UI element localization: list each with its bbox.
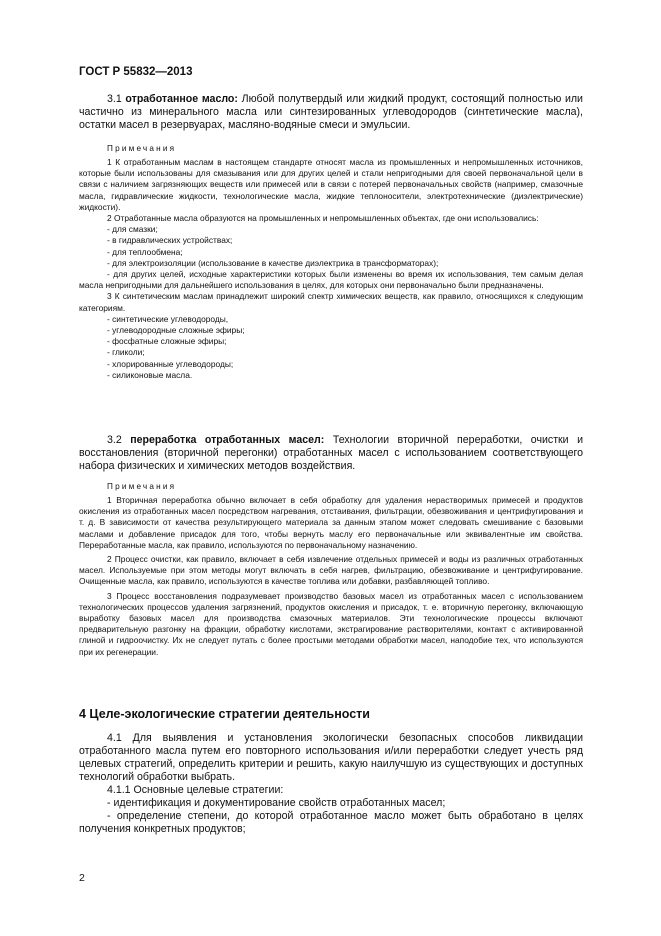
- list-item: - углеводородные сложные эфиры;: [107, 325, 245, 336]
- list-item: - определение степени, до которой отработанное масло может быть обработано в целях получения конкретных продуктов;: [79, 810, 583, 835]
- list-item: - силиконовые масла.: [107, 369, 193, 380]
- list-item: - синтетические углеводороды,: [107, 313, 229, 324]
- term: переработка отработанных масел:: [130, 434, 325, 446]
- term: отработанное масло:: [125, 93, 238, 105]
- list-item: - идентификация и документирование свойств отработанных масел;: [107, 797, 446, 809]
- note-1: 1 К отработанным маслам в настоящем стандарте относят масла из промышленных и непромышленных источников, которые были использованы для смазывания или для других целей и стали непригодными для своей первоначальной цели в связи с наличием загрязняющих веществ или примесей или в связи с потерей первоначальных свойств (например, смазочные масла, гидравлические жидкости, технологические масла, жидкие теплоносители, электротехнические (диэлектрические) жидкости).: [79, 157, 583, 212]
- definition-3-1: [79, 93, 583, 132]
- list-item: - для теплообмена;: [107, 246, 183, 257]
- document-header: ГОСТ Р 55832—2013: [79, 66, 193, 78]
- term-definition: Технологии вторичной переработки, очистки и восстановления (вторичной перегонки) отработанных масел с использованием соответствующего набора физических и химических методов воздействия.: [79, 434, 584, 472]
- definition-3-2: [79, 434, 583, 473]
- clause-number: 3.2: [107, 434, 122, 446]
- clause-number: 3.1: [107, 93, 122, 105]
- note-3: 3 Процесс восстановления подразумевает производство базовых масел из отработанных масел с использованием технологических процессов удаления загрязнений, продуктов окисления и присадок, т. е. вторичную перегонку, включающую выработку базовых масел для производства смазочных материалов. Эти технологические процессы включают предварительную разгонку на фракции, обработку кислотами, экстрагирование растворителями, контакт с активированной глиной и гидроочистку. Их не следует путать с более простыми методами обработки масел, наподобие тех, что используются при их регенерации.: [79, 590, 583, 657]
- notes-3-2: [79, 481, 583, 658]
- page-number: 2: [79, 872, 85, 884]
- notes-3-1: [79, 143, 583, 381]
- list-item: - для электроизоляции (использование в качестве диэлектрика в трансформаторах);: [107, 257, 439, 268]
- note-1: 1 Вторичная переработка обычно включает в себя обработку для удаления нерастворимых примесей и продуктов окисления из отработанных масел посредством нагревания, отстаивания, фильтрации, обезвоживания и центрифугирования и т. д. В зависимости от качества результирующего материала за данным этапом может следовать смешивание с базовыми маслами и добавление присадок для того, чтобы вернуть маслу его первоначальные или эквивалентные им свойства. Переработанные масла, как правило, используются по первоначальному назначению.: [79, 495, 583, 550]
- note-2: 2 Процесс очистки, как правило, включает в себя извлечение отдельных примесей и воды из различных отработанных масел. Используемые при этом методы могут включать в себя нагрев, фильтрацию, обезвоживание и центрифугирование. Очищенные масла, как правило, используются в качестве топлива или добавки, разбавляющей топливо.: [79, 554, 583, 587]
- paragraph-4-1: 4.1 Для выявления и установления экологически безопасных способов ликвидации отработанного масла путем его повторного использования и/или переработки следует учесть ряд целевых стратегий, определить критерии и решить, какую наилучшую из существующих и доступных технологий обработки выбрать.: [79, 732, 583, 783]
- list-item: - гликоли;: [107, 347, 145, 358]
- list-item: - для смазки;: [107, 224, 158, 235]
- note-3: 3 К синтетическим маслам принадлежит широкий спектр химических веществ, как правило, относящихся к следующим категориям.: [79, 291, 583, 313]
- list-item: - для других целей, исходные характеристики которых были изменены во время их использования, тем самым делая масла непригодными для дальнейшего использования в целях, для которых они первоначально были предназначены.: [79, 269, 583, 291]
- section-4-heading: [79, 707, 583, 721]
- list-item: - в гидравлических устройствах;: [107, 235, 233, 246]
- definition-3-1-text: [79, 93, 583, 132]
- term-definition: Любой полутвердый или жидкий продукт, состоящий полностью или частично из минерального масла или синтезированных углеводородов (синтетические масла), остатки масел в резервуарах, масляно-водяные смеси и эмульсии.: [79, 93, 583, 131]
- list-item: - хлорированные углеводороды;: [107, 358, 234, 369]
- note-2: 2 Отработанные масла образуются на промышленных и непромышленных объектах, где они использовались:: [107, 213, 539, 224]
- section-4-body: [79, 732, 583, 836]
- paragraph-4-1-1: 4.1.1 Основные целевые стратегии:: [107, 784, 284, 796]
- section-title: 4 Целе-экологические стратегии деятельности: [79, 707, 370, 721]
- definition-3-2-text: [79, 434, 583, 473]
- notes-heading: Примечания: [107, 144, 177, 153]
- list-item: - фосфатные сложные эфиры;: [107, 336, 227, 347]
- notes-heading: Примечания: [107, 482, 177, 491]
